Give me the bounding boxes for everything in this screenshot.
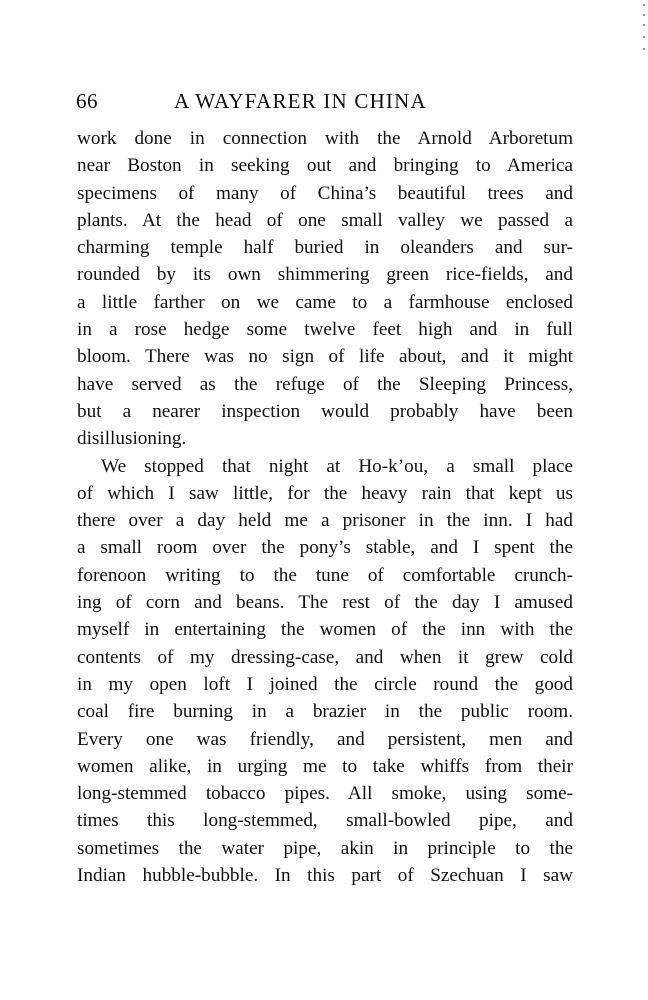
paragraph-2 (77, 453, 573, 890)
text-line: ing of corn and beans. The rest of the day I amused (77, 592, 573, 614)
text-line: a small room over the pony’s stable, and I spent the (77, 537, 573, 559)
text-line: myself in entertaining the women of the inn with the (77, 619, 573, 641)
scan-speck (643, 24, 645, 26)
scan-speck (643, 4, 645, 6)
scan-speck (643, 14, 645, 16)
text-line: of which I saw little, for the heavy rain that kept us (77, 482, 573, 504)
text-line: near Boston in seeking out and bringing to America (77, 155, 573, 177)
text-line: but a nearer inspection would probably have been (77, 400, 573, 422)
text-line: charming temple half buried in oleanders and sur- (77, 237, 573, 259)
text-line: in my open loft I joined the circle round the good (77, 673, 573, 695)
text-line: We stopped that night at Ho-k’ou, a small place (101, 455, 573, 477)
text-line: plants. At the head of one small valley we passed a (77, 209, 573, 231)
text-line: contents of my dressing-case, and when it grew cold (77, 646, 573, 668)
text-line: forenoon writing to the tune of comfortable crunch- (77, 564, 573, 586)
text-line: there over a day held me a prisoner in the inn. I had (77, 510, 573, 532)
text-line: Every one was friendly, and persistent, men and (77, 728, 573, 750)
text-line: in a rose hedge some twelve feet high and in full (77, 319, 573, 341)
page-header (76, 86, 576, 116)
body-text (77, 125, 573, 889)
text-line: sometimes the water pipe, akin in principle to the (77, 837, 573, 859)
text-line: disillusioning. (77, 428, 187, 450)
text-line: women alike, in urging me to take whiffs from their (77, 755, 573, 777)
text-line: long-stemmed tobacco pipes. All smoke, using some- (77, 783, 573, 805)
text-line: coal fire burning in a brazier in the public room. (77, 701, 573, 723)
text-line: a little farther on we came to a farmhouse enclosed (77, 291, 573, 313)
text-line: specimens of many of China’s beautiful trees and (77, 182, 573, 204)
text-line: Indian hubble-bubble. In this part of Szechuan I saw (77, 865, 573, 887)
text-line: have served as the refuge of the Sleeping Princess, (77, 373, 573, 395)
paragraph-1 (77, 125, 573, 453)
text-line: work done in connection with the Arnold Arboretum (77, 128, 573, 149)
page-number: 66 (76, 89, 98, 113)
running-title: A WAYFARER IN CHINA (174, 89, 427, 113)
scan-speck (643, 48, 645, 50)
text-line: rounded by its own shimmering green rice-fields, and (77, 264, 573, 286)
text-line: times this long-stemmed, small-bowled pipe, and (77, 810, 573, 832)
scan-speck (643, 36, 645, 38)
text-line: bloom. There was no sign of life about, and it might (77, 346, 573, 368)
